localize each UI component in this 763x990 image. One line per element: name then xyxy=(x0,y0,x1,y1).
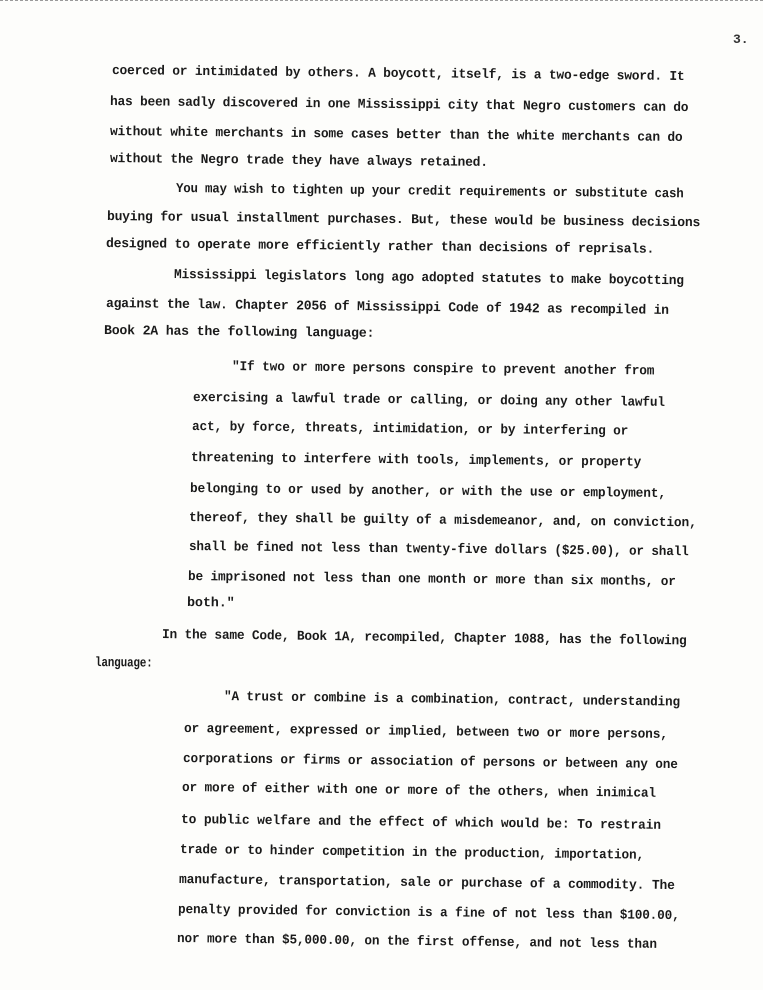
text-line: both." xyxy=(186,596,235,612)
text-line: belonging to or used by another, or with the use or employment, xyxy=(189,482,667,502)
text-line: be imprisoned not less than one month or more than six months, or xyxy=(187,570,676,591)
text-line: manufacture, transportation, sale or purchase of a commodity. The xyxy=(178,873,675,895)
text-line: trade or to hinder competition in the production, importation, xyxy=(179,843,645,864)
text-line: without the Negro trade they have always retained. xyxy=(109,152,488,171)
text-line: to public welfare and the effect of which would be: To restrain xyxy=(180,813,662,834)
text-line: shall be fined not less than twenty-five dollars ($25.00), or shall xyxy=(188,540,689,561)
text-line: In the same Code, Book 1A, recompiled, Chapter 1088, has the following xyxy=(161,628,687,650)
text-line: penalty provided for conviction is a fine of not less than $100.00, xyxy=(177,903,680,925)
text-line: "If two or more persons conspire to prevent another from xyxy=(231,360,655,380)
text-line: threatening to interfere with tools, implements, or property xyxy=(190,451,642,471)
text-line: against the law. Chapter 2056 of Mississippi Code of 1942 as recompiled in xyxy=(105,297,669,319)
text-line: designed to operate more efficiently rather than decisions of reprisals. xyxy=(105,237,655,258)
text-line: corporations or firms or association of persons or between any one xyxy=(182,752,678,774)
text-line: or more of either with one or more of the others, when inimical xyxy=(181,781,657,802)
text-line: "A trust or combine is a combination, contract, understanding xyxy=(223,690,681,711)
text-line: act, by force, threats, intimidation, or by interfering or xyxy=(191,420,629,440)
text-line: thereof, they shall be guilty of a misdemeanor, and, on conviction, xyxy=(188,511,697,532)
text-line: You may wish to tighten up your credit requirements or substitute cash xyxy=(175,182,684,203)
text-line: has been sadly discovered in one Mississippi city that Negro customers can do xyxy=(109,95,689,117)
text-line: or agreement, expressed or implied, between two or more persons, xyxy=(183,722,668,743)
text-line: Book 2A has the following language: xyxy=(103,324,375,342)
text-line: nor more than $5,000.00, on the first offense, and not less than xyxy=(176,932,657,953)
page-top-edge xyxy=(0,0,763,1)
page-number: 3. xyxy=(733,32,749,47)
text-line: exercising a lawful trade or calling, or doing any other lawful xyxy=(192,391,666,411)
text-line: without white merchants in some cases better than the white merchants can do xyxy=(109,125,683,146)
text-line: language: xyxy=(94,656,153,672)
text-line: coerced or intimidated by others. A boycott, itself, is a two-edge sword. It xyxy=(111,64,685,85)
text-line: Mississippi legislators long ago adopted statutes to make boycotting xyxy=(173,268,684,290)
text-line: buying for usual installment purchases. But, these would be business decisions xyxy=(106,210,701,232)
